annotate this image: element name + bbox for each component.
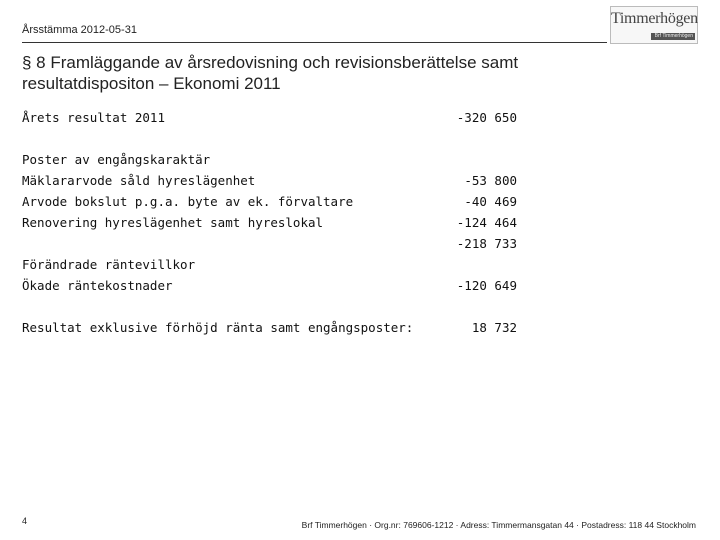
logo-name: Timmerhögen bbox=[611, 10, 698, 27]
page-title: § 8 Framläggande av årsredovisning och revisionsberättelse samt resultatdispositon – Ekonomi 2011 bbox=[22, 53, 519, 93]
engangs-heading: Poster av engångskaraktär bbox=[22, 152, 211, 167]
rantekostnader-value: -120 649 bbox=[456, 278, 517, 293]
footer-text: Brf Timmerhögen · Org.nr: 769606-1212 · Adress: Timmermansgatan 44 · Postadress: 118 44 Stockholm bbox=[301, 520, 696, 530]
logo bbox=[610, 6, 698, 44]
header-rule bbox=[22, 42, 607, 43]
header-date: Årsstämma 2012-05-31 bbox=[22, 24, 137, 36]
maklararvode-value: -53 800 bbox=[464, 173, 517, 188]
resultat-exkl-label: Resultat exklusive förhöjd ränta samt engångsposter: bbox=[22, 320, 414, 335]
arvode-bokslut-label: Arvode bokslut p.g.a. byte av ek. förvaltare bbox=[22, 194, 354, 209]
resultat-exkl-value: 18 732 bbox=[471, 320, 517, 335]
arvode-bokslut-value: -40 469 bbox=[464, 194, 517, 209]
arets-resultat-label: Årets resultat 2011 bbox=[22, 110, 165, 125]
logo-bar: Brf Timmerhögen bbox=[651, 33, 695, 40]
arets-resultat-value: -320 650 bbox=[456, 110, 517, 125]
engangs-summa-value: -218 733 bbox=[456, 236, 517, 251]
rantevillkor-heading: Förändrade räntevillkor bbox=[22, 257, 196, 272]
renovering-value: -124 464 bbox=[456, 215, 517, 230]
rantekostnader-label: Ökade räntekostnader bbox=[22, 278, 173, 293]
renovering-label: Renovering hyreslägenhet samt hyreslokal bbox=[22, 215, 324, 230]
maklararvode-label: Mäklararvode såld hyreslägenhet bbox=[22, 173, 256, 188]
page-number: 4 bbox=[22, 516, 28, 526]
